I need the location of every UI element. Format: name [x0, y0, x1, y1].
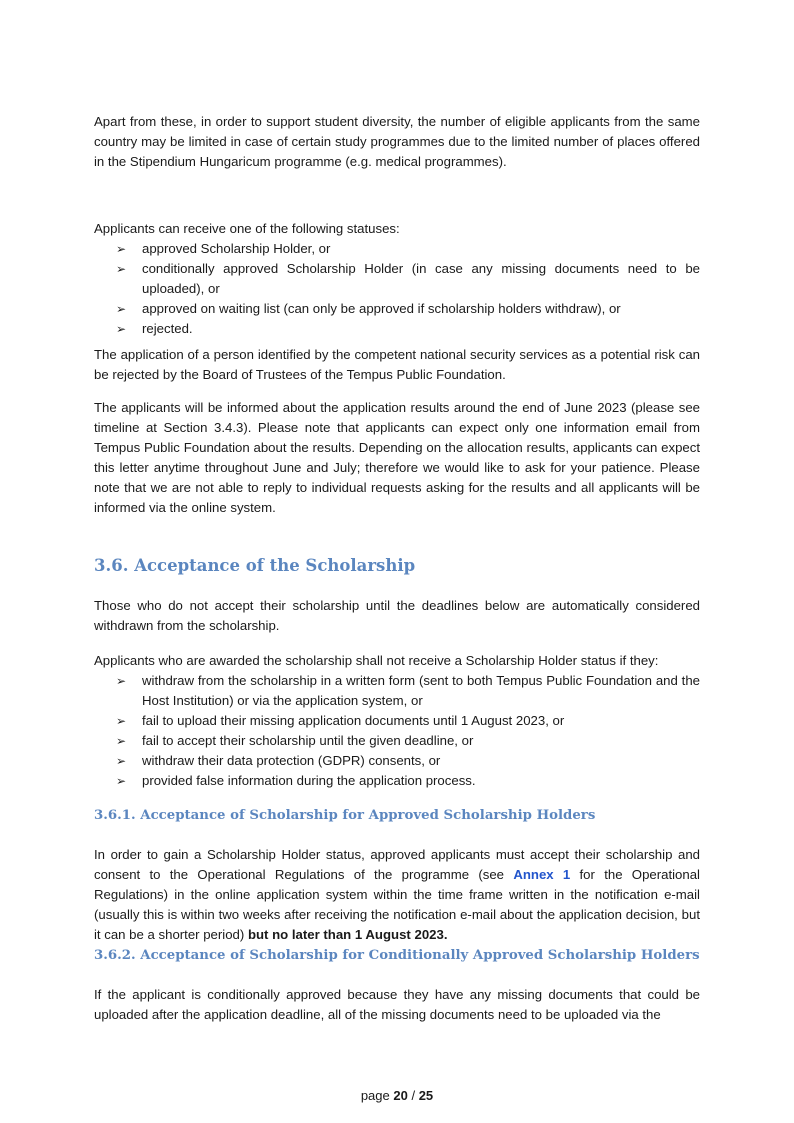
arrow-bullet-icon: ➢: [116, 714, 127, 728]
approved-acceptance-paragraph: In order to gain a Scholarship Holder status, approved applicants must accept their scholarship and consent to the Operational Regulations of the programme (see Annex 1 for the Operational Regulations) in the online application system within the time frame written in the notification e-mail (usually this is within two weeks after receiving the notification e-mail about the application decision, but it can be a shorter period) but no later than 1 August 2023.: [94, 847, 700, 942]
diversity-paragraph: Apart from these, in order to support student diversity, the number of eligible applicants from the same country may be limited in case of certain study programmes due to the limited number of places offered in the Stipendium Hungaricum programme (e.g. medical programmes).: [94, 114, 700, 169]
results-paragraph: The applicants will be informed about the application results around the end of June 2023 (please see timeline at Section 3.4.3). Please note that applicants can expect only one information email from Tempus Public Foundation about the results. Depending on the allocation results, applicants can expect this letter anytime throughout June and July; therefore we would like to ask for your patience. Please note that we are not able to reply to individual requests asking for the results and all applicants will be informed via the online system.: [94, 400, 700, 515]
statuses-section: [94, 219, 700, 339]
list-item: ➢ fail to accept their scholarship until the given deadline, or: [94, 731, 700, 751]
arrow-bullet-icon: ➢: [116, 774, 127, 788]
withdrawal-section: [94, 651, 700, 791]
section-3-6-1-heading: 3.6.1. Acceptance of Scholarship for Approved Scholarship Holders: [94, 808, 596, 823]
list-item: ➢ fail to upload their missing application documents until 1 August 2023, or: [94, 711, 700, 731]
arrow-bullet-icon: ➢: [116, 302, 127, 316]
deadline-emphasis: but no later than 1 August 2023.: [247, 927, 448, 942]
list-item: ➢ withdraw from the scholarship in a written form (sent to both Tempus Public Foundation and the Host Institution) or via the application system, or: [116, 673, 700, 708]
list-item: ➢ withdraw their data protection (GDPR) consents, or: [94, 751, 700, 771]
statuses-list: [94, 239, 700, 339]
arrow-bullet-icon: ➢: [116, 242, 127, 256]
withdrawal-intro: Applicants who are awarded the scholarship shall not receive a Scholarship Holder status if they:: [94, 653, 659, 668]
list-item: ➢ approved Scholarship Holder, or: [94, 239, 700, 259]
section-3-6-heading: 3.6. Acceptance of the Scholarship: [94, 556, 416, 575]
deadline-paragraph: Those who do not accept their scholarship until the deadlines below are automatically considered withdrawn from the scholarship.: [94, 598, 700, 633]
section-3-6-2-heading: 3.6.2. Acceptance of Scholarship for Conditionally Approved Scholarship Holders: [94, 948, 700, 963]
withdrawal-list: [94, 671, 700, 791]
security-paragraph: The application of a person identified by the competent national security services as a potential risk can be rejected by the Board of Trustees of the Tempus Public Foundation.: [94, 347, 700, 382]
total-pages: 25: [418, 1088, 434, 1103]
list-item: ➢ provided false information during the application process.: [94, 771, 700, 791]
arrow-bullet-icon: ➢: [116, 734, 127, 748]
list-item: ➢ rejected.: [94, 319, 700, 339]
statuses-intro: Applicants can receive one of the following statuses:: [94, 221, 400, 236]
arrow-bullet-icon: ➢: [116, 322, 127, 336]
conditional-acceptance-paragraph: If the applicant is conditionally approved because they have any missing documents that could be uploaded after the application deadline, all of the missing documents need to be uploaded via the: [94, 987, 700, 1022]
arrow-bullet-icon: ➢: [116, 754, 127, 768]
arrow-bullet-icon: ➢: [116, 262, 127, 276]
arrow-bullet-icon: ➢: [116, 674, 127, 688]
list-item: ➢ approved on waiting list (can only be approved if scholarship holders withdraw), or: [94, 299, 700, 319]
page-number-footer: page 20 / 25: [360, 1088, 434, 1103]
list-item: ➢ conditionally approved Scholarship Holder (in case any missing documents need to be uploaded), or: [116, 261, 700, 296]
current-page: 20: [393, 1088, 408, 1103]
annex-1-link[interactable]: Annex 1: [513, 867, 571, 882]
